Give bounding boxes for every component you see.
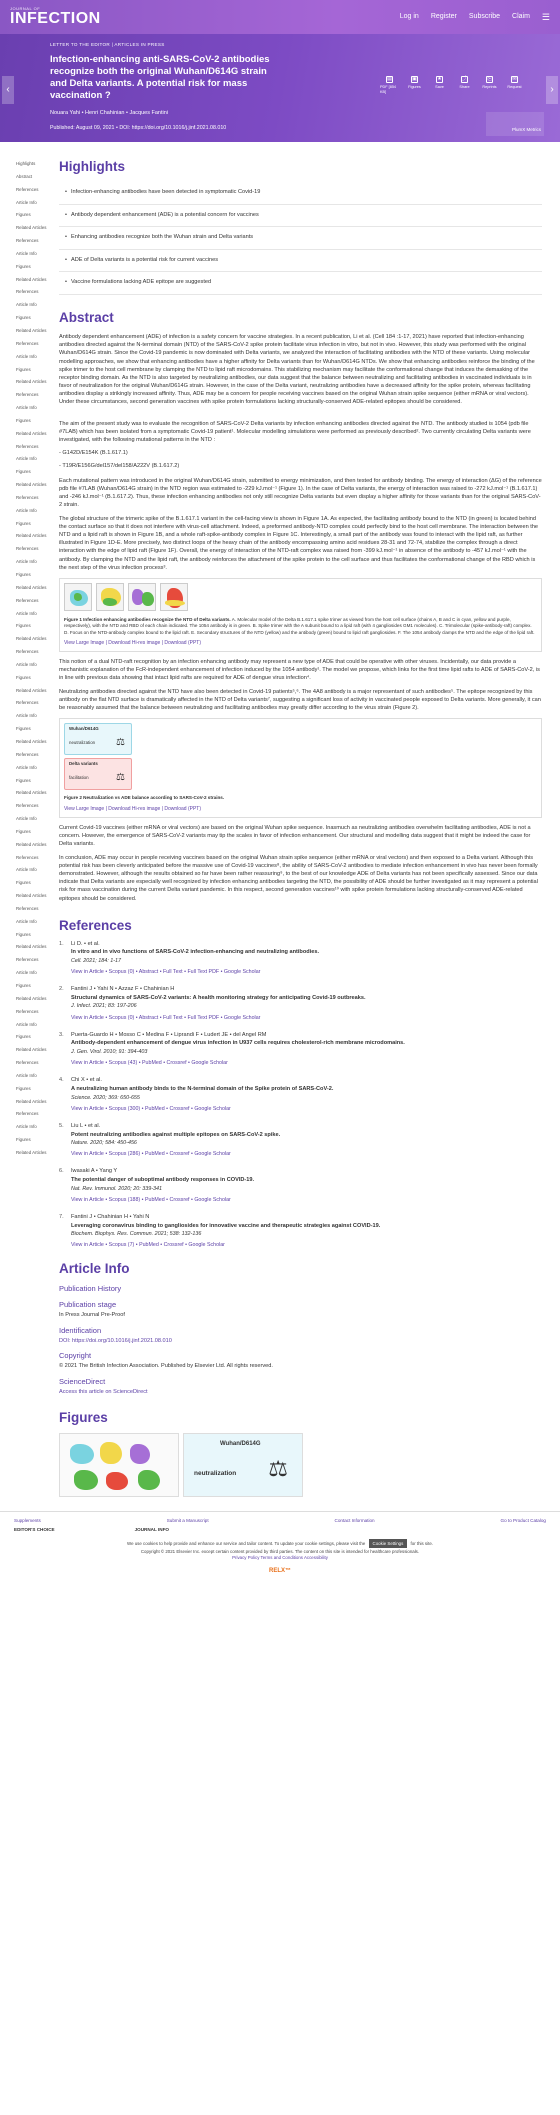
journal-logo[interactable] (10, 7, 101, 27)
article-tools (380, 76, 524, 95)
article-info-block (59, 1284, 542, 1397)
sidebar-link[interactable]: Figures (16, 263, 31, 269)
top-nav (400, 11, 550, 23)
reference-title: Leveraging coronavirus binding to gangliosides for innovative vaccine and therapeutic strategies against COVID-19. (71, 1222, 381, 1229)
sidebar-link[interactable]: Article Info (16, 610, 37, 616)
sidebar-link[interactable]: References (16, 443, 39, 449)
reference-links[interactable]: View in Article • Scopus (0) • Abstract • Full Text • Full Text PDF • Google Scholar (71, 1014, 261, 1021)
figure-1 (59, 578, 542, 652)
balance-scale-icon: ⚖ (116, 772, 125, 784)
sidebar-link[interactable]: Article Info (16, 867, 37, 873)
body-paragraph: Neutralizing antibodies directed against the NTD have also been detected in Covid-19 patients⁵,⁶. The 4A8 antibody is a major representant of such antibodies⁵. The epitope recognized by this antibody on the flat NTD surface is dramatically affected in the NTD of Delta variants⁷, suggesting a significant loss of activity in vaccinated people exposed to Delta variants. More generally, it can be reasonably assumed that the balance between neutralizing and facilitating antibodies may greatly differ according to the virus strain (Figure 2). (59, 689, 541, 712)
request-tool[interactable] (505, 76, 524, 95)
figure-thumbnail[interactable] (59, 1433, 179, 1497)
sidebar-link[interactable]: References (16, 905, 39, 911)
reference-citation: Biochem. Biophys. Res. Commun. 2021; 538: 132-136 (71, 1231, 202, 1238)
copyright-heading: Copyright (59, 1351, 92, 1361)
sidebar-link[interactable]: References (16, 494, 39, 500)
article-hero (0, 34, 560, 142)
sidebar-link[interactable]: References (16, 546, 39, 552)
sidebar-link[interactable]: Figures (16, 572, 31, 577)
sidebar-link[interactable]: Related Articles (16, 841, 47, 847)
reference-item (59, 1214, 542, 1250)
reference-authors: Iwasaki A • Yang Y (71, 1168, 118, 1175)
sidebar-link[interactable]: References (16, 854, 39, 860)
fig2-wuhan-panel (64, 723, 132, 755)
tool-label: Save (435, 85, 444, 89)
sidebar-link[interactable]: Highlights (16, 161, 36, 166)
sidebar-link[interactable]: Article Info (16, 507, 37, 513)
sidebar-link[interactable]: Article Info (16, 1124, 37, 1130)
figure-2-caption (64, 795, 537, 801)
sidebar-link[interactable]: References (16, 1111, 39, 1117)
pdf-icon: ▤ (387, 76, 392, 82)
reference-item (59, 941, 542, 977)
reference-authors: Li D. • et al. (71, 940, 100, 947)
cookie-tail: for this site. (410, 1541, 433, 1547)
sidebar-link[interactable]: Figures (16, 1085, 31, 1091)
body-paragraph: The global structure of the trimeric spike of the B.1.617.1 variant in the cell-facing view is shown in Figure 1A. As expected, the facilitating antibody bound to the NTD (in green) is located behind the contact surface so that it does not interfere with virus-cell attachment. Indeed, a preformed antibody-NTD complex could perfectly bind to the host cell membrane. The interaction between the NTD and a lipid raft is shown in Figure 1B, and a whole raft-spike-antibody complex in Figure 1C. Interestingly, a small part of the antibody was found to interact with the lipid raft, as further illustrated in Figure 1D-E. More precisely, two distinct loops of the heavy chain of the antibody encompassing amino acid residues 28-31 and 72-74, stabilize the complex through a direct interaction with the edge of lipid raft (Figure 1F). Overall, the energy of interaction of the NTD-raft complex was raised from -399 kJ.mol⁻¹ in absence of the antibody to -457 kJ.mol⁻¹ with the antibody. By clamping the NTD and the lipid raft, the antibody reinforces the attachment of the spike protein to the cell surface and thus facilitates the conformational change of the RBD which is the next step of the virus infection process³. (59, 516, 539, 571)
reference-number: 1. (59, 940, 64, 947)
publication-stage-heading: Publication stage (59, 1299, 117, 1309)
fig2-delta-label: Delta variants (69, 761, 98, 767)
hamburger-icon[interactable]: ☰ (541, 11, 550, 22)
reference-title: Structural dynamics of SARS-CoV-2 variants: A health monitoring strategy for anticipating Covid-19 outbreaks. (71, 994, 366, 1001)
sidebar-link[interactable]: Article Info (16, 970, 37, 976)
figure-thumb-label: neutralization (194, 1469, 237, 1477)
fig2-wuhan-label: Wuhan/D614G (69, 726, 99, 732)
sidebar-link[interactable]: Article Info (16, 1072, 37, 1078)
sidebar-link[interactable]: References (16, 186, 39, 192)
sidebar-link[interactable]: Figures (16, 674, 31, 680)
sidebar-link[interactable]: Related Articles (16, 738, 47, 744)
sidebar-link[interactable]: References (16, 238, 39, 244)
sidebar-link[interactable]: Related Articles (16, 430, 47, 436)
article-kicker: LETTER TO THE EDITOR | ARTICLES IN PRESS (50, 42, 165, 47)
bookmark-icon: ★ (437, 76, 442, 82)
sidebar-link[interactable]: Related Articles (16, 1047, 47, 1053)
sidebar-link[interactable]: Article Info (16, 353, 37, 359)
figures-icon: ▣ (412, 76, 417, 82)
plumx-label: PlumX Metrics (511, 126, 541, 132)
sidebar-link[interactable]: Related Articles (16, 584, 47, 590)
figure-1-caption (64, 617, 537, 636)
highlight-item: • Vaccine formulations lacking ADE epitope are suggested (59, 272, 542, 295)
reference-body (71, 1168, 542, 1204)
reprints-tool[interactable] (480, 76, 499, 95)
body-paragraph: Each mutational pattern was introduced in the original Wuhan/D614G strain, submitted to energy minimization, and then tested for antibody binding. The energy of interaction (ΔG) of the reference pdb file #7LAB (Wuhan/D614G strain) in the NTD region was estimated to -229 kJ.mol⁻¹ (Figure 1). In the case of Delta variants, the energy of interaction was raised to -272 kJ.mol⁻¹ (B.1.617.1) and -246 kJ.mol⁻¹ (B.1.617.2). Thus, these infection enhancing antibodies not only still recognize Delta variants but even display a higher affinity for those variants than for the original SARS-CoV-2 strain. (59, 477, 542, 508)
reference-links[interactable]: View in Article • Scopus (0) • Abstract • Full Text • Full Text PDF • Google Scholar (71, 969, 261, 976)
figure-thumb-title: Wuhan/D614G (220, 1440, 261, 1447)
figure-2 (59, 718, 542, 817)
reference-links[interactable]: View in Article • Scopus (43) • PubMed • Crossref • Google Scholar (71, 1060, 228, 1067)
figure-2-caption-title: Figure 2 Neutralization vs ADE balance according to SARS-CoV-2 strains. (64, 795, 225, 801)
sidebar-link[interactable]: Article Info (16, 302, 37, 308)
figures-gallery (59, 1433, 542, 1497)
section-sidebar (0, 142, 49, 1511)
sidebar-link[interactable]: Figures (16, 1137, 31, 1143)
share-tool[interactable] (455, 76, 474, 95)
sidebar-link[interactable]: Article Info (16, 713, 37, 719)
reference-body (71, 1123, 542, 1159)
reference-title: Antibody-dependent enhancement of dengue virus infection in U937 cells requires cholesterol-rich membrane microdomains. (71, 1040, 405, 1047)
reference-citation: Science. 2020; 369: 650-655 (71, 1094, 140, 1101)
mutation-list (59, 450, 542, 470)
share-icon: ⤴ (462, 76, 468, 82)
sidebar-link[interactable]: Figures (16, 417, 31, 423)
sidebar-link[interactable]: Related Articles (16, 995, 47, 1001)
reference-number: 2. (59, 986, 64, 993)
pdf-tool[interactable] (380, 76, 399, 95)
fig2-delta-panel (64, 758, 132, 790)
figure-1-panels[interactable] (64, 583, 537, 611)
reference-item (59, 1168, 542, 1204)
sidebar-link[interactable]: Article Info (16, 816, 37, 822)
legal-links[interactable]: Privacy Policy Terms and Conditions Accessibility (232, 1555, 328, 1561)
body-paragraph: This notion of a dual NTD-raft recognition by an infection enhancing antibody may represent a new type of ADE that could be operative with other viruses. Incidentally, our data provide a mechanistic explanation of the FcR-independent enhancement of infection induced by the 1054 antibody¹. The model we propose, which links for the first time lipid rafts to ADE of SARS-CoV-2, is in line with previous data showing that intact lipid rafts are required for ADE of dengue virus infection⁴. (59, 658, 540, 682)
figure-1-links[interactable]: View Large Image | Download Hi-res image | Download (PPT) (64, 640, 202, 647)
sidebar-link[interactable]: Related Articles (16, 790, 47, 796)
article-meta (50, 125, 510, 132)
sidebar-link[interactable]: Article Info (16, 661, 37, 667)
reference-body (71, 986, 542, 1022)
sidebar-link[interactable]: Figures (16, 212, 31, 218)
reference-links[interactable]: View in Article • Scopus (300) • PubMed • Crossref • Google Scholar (71, 1105, 231, 1112)
request-icon: ✉ (512, 76, 517, 82)
reference-number: 4. (59, 1077, 64, 1084)
sidebar-link[interactable]: Figures (16, 366, 31, 372)
sidebar-link[interactable]: References (16, 803, 39, 809)
reference-title: The potential danger of suboptimal antibody responses in COVID-19. (71, 1177, 255, 1184)
reference-citation: J. Infect. 2021; 83: 197-206 (71, 1003, 137, 1010)
journal-info-link[interactable]: JOURNAL INFO (134, 1526, 169, 1532)
reference-number: 6. (59, 1168, 64, 1175)
figure-2-image[interactable] (64, 723, 134, 791)
publication-stage-value: In Press Journal Pre-Proof (59, 1312, 125, 1319)
cookie-text: We use cookies to help provide and enhance our service and tailor content. To update your cookie settings, please visit the (127, 1541, 366, 1547)
footer-copyright: Copyright © 2021 Elsevier Inc. except certain content provided by third parties. The content on this site is intended for healthcare professionals. (140, 1549, 420, 1555)
sidebar-link[interactable]: Article Info (16, 559, 37, 565)
article-info-heading: Article Info (59, 1260, 130, 1276)
sidebar-link[interactable]: Article Info (16, 456, 37, 462)
sidebar-link[interactable]: References (16, 340, 39, 346)
sidebar-link[interactable]: Article Info (16, 1021, 37, 1027)
sidebar-link[interactable]: Article Info (16, 405, 37, 411)
sidebar-link[interactable]: References (16, 1060, 39, 1066)
reference-item (59, 986, 542, 1022)
sidebar-link[interactable]: Article Info (16, 918, 37, 924)
journal-logo-name: INFECTION (10, 10, 101, 27)
sidebar-link[interactable]: Related Articles (16, 687, 47, 693)
sciencedirect-heading: ScienceDirect (59, 1376, 106, 1386)
published-date: Published: August 09, 2021 • (50, 125, 118, 132)
sidebar-link[interactable]: Figures (16, 983, 31, 988)
highlight-item: • Antibody dependent enhancement (ADE) is a potential concern for vaccines (59, 205, 542, 228)
sidebar-link[interactable]: Related Articles (16, 225, 47, 231)
tool-label: Figures (408, 85, 421, 89)
sidebar-link[interactable]: Figures (16, 315, 31, 321)
editors-choice-link[interactable]: EDITOR'S CHOICE (14, 1526, 55, 1532)
footer-link[interactable]: Supplements (14, 1517, 41, 1523)
sciencedirect-link[interactable]: Access this article on ScienceDirect (59, 1389, 148, 1396)
sidebar-link[interactable]: References (16, 751, 39, 757)
reference-title: In vitro and in vivo functions of SARS-CoV-2 infection-enhancing and neutralizing antibodies. (71, 949, 320, 956)
reference-number: 3. (59, 1031, 64, 1038)
sidebar-link[interactable]: Related Articles (16, 379, 47, 385)
sidebar-link[interactable]: Related Articles (16, 893, 47, 899)
highlights-heading: Highlights (59, 159, 125, 174)
sidebar-link[interactable]: Figures (16, 623, 31, 629)
reprints-icon: ⎘ (487, 76, 492, 82)
sidebar-link[interactable]: References (16, 289, 39, 295)
figure-panel (128, 583, 156, 611)
reference-item (59, 1032, 542, 1068)
sidebar-link[interactable]: Article Info (16, 199, 37, 205)
sidebar-link[interactable]: References (16, 957, 39, 963)
references-heading: References (59, 917, 132, 933)
figure-1-caption-title: Figure 1 Infection enhancing antibodies recognize the NTD of Delta variants. (64, 616, 231, 622)
article-main (49, 142, 560, 1511)
highlight-item: • Infection-enhancing antibodies have been detected in symptomatic Covid-19 (59, 182, 542, 205)
reference-links[interactable]: View in Article • Scopus (7) • PubMed • Crossref • Google Scholar (71, 1242, 225, 1249)
cookie-settings-button[interactable]: Cookie Settings (369, 1539, 408, 1548)
sidebar-link[interactable]: Article Info (16, 764, 37, 770)
mutation-item: - G142D/E154K (B.1.617.1) (59, 450, 128, 457)
body-paragraph: Current Covid-19 vaccines (either mRNA or viral vectors) are based on the original Wuhan spike sequence. Inasmuch as neutralizing antibodies overwhelm facilitating antibodies, ADE is not a concern. However, the emergence of SARS-CoV-2 variants may tip the scales in favor of infection enhancement. Our structural and modelling data suggest that it might be indeed the case for Delta variants. (59, 824, 531, 847)
top-bar (0, 0, 560, 34)
reference-authors: Fantini J • Yahi N • Azzaz F • Chahinian H (71, 986, 175, 993)
site-footer (0, 1511, 560, 1576)
figures-heading: Figures (59, 1409, 108, 1425)
sidebar-link[interactable]: Related Articles (16, 636, 47, 642)
reference-links[interactable]: View in Article • Scopus (286) • PubMed • Crossref • Google Scholar (71, 1151, 231, 1158)
sidebar-link[interactable]: References (16, 1008, 39, 1014)
sidebar-link[interactable]: References (16, 649, 39, 655)
sidebar-link[interactable]: Figures (16, 520, 31, 526)
article-doi-link[interactable]: DOI: https://doi.org/10.1016/j.jinf.2021.08.010 (119, 125, 227, 132)
figure-1-caption-text: A. Molecular model of the Delta B.1.617.1 spike trimer as viewed from the host cell surface (chains A, B and C in cyan, yellow and purple, respectively), with the NTD and RBD of each chain indicated. The 1054 antibody is in green. B. Spike trimer with the A subunit bound to a lipid raft (with 4 gangliosides GM1 molecules). C. Trimolecular (spike-antibody-raft) complex. D. Focus on the NTD-antibody complex bound to the lipid raft. E. Secondary structures of the NTD (yellow) and the antibody (green) bound to lipid raft gangliosides. F. The 1054 antibody clamps the NTD and the edge of the lipid raft. (64, 616, 535, 635)
reference-authors: Fantini J • Chahinian H • Yahi N (71, 1214, 150, 1221)
reference-number: 7. (59, 1214, 64, 1221)
sidebar-link[interactable]: Related Articles (16, 1098, 47, 1104)
subscribe-link[interactable]: Subscribe (468, 13, 501, 21)
sidebar-link[interactable]: Related Articles (16, 533, 47, 539)
figure-panel (96, 583, 124, 611)
sidebar-link[interactable]: Article Info (16, 250, 37, 256)
reference-body (71, 1077, 542, 1113)
balance-scale-icon: ⚖ (116, 737, 125, 749)
body-paragraph: The aim of the present study was to evaluate the recognition of SARS-CoV-2 Delta variants by infection enhancing antibodies directed against the NTD. The antibody studied is 1054 (pdb file #7LAB) which has been isolated from a symptomatic Covid-19 patient¹. Molecular modelling simulations were performed as previously described². Two currently circulating Delta variants were investigated, with the following mutational patterns in the NTD : (59, 421, 531, 444)
sidebar-link[interactable]: Related Articles (16, 276, 47, 282)
highlights-list (59, 182, 542, 295)
identification-heading: Identification (59, 1325, 102, 1335)
save-tool[interactable] (430, 76, 449, 95)
claim-link[interactable]: Claim (512, 13, 530, 21)
plumx-widget[interactable] (486, 112, 544, 136)
reference-body (71, 1032, 542, 1068)
sidebar-link[interactable]: Figures (16, 880, 31, 886)
identification-doi[interactable]: DOI: https://doi.org/10.1016/j.jinf.2021.08.010 (59, 1337, 172, 1344)
reference-links[interactable]: View in Article • Scopus (188) • PubMed • Crossref • Google Scholar (71, 1196, 231, 1203)
reference-authors: Liu L • et al. (71, 1122, 101, 1129)
mutation-item: - T19R/E156G/del157/del158/A222V (B.1.617.2) (59, 463, 180, 470)
reference-authors: Chi X • et al. (71, 1077, 102, 1084)
reference-number: 5. (59, 1122, 64, 1129)
sidebar-link[interactable]: Abstract (16, 173, 33, 179)
tool-label: Share (459, 85, 470, 89)
balance-scale-icon: ⚖ (268, 1455, 288, 1481)
reference-citation: Cell. 2021; 184: 1-17 (71, 957, 122, 964)
reference-body (71, 941, 542, 977)
reference-title: Potent neutralizing antibodies against multiple epitopes on SARS-CoV-2 spike. (71, 1131, 281, 1138)
register-link[interactable]: Register (430, 13, 457, 21)
sidebar-link[interactable]: Figures (16, 828, 31, 834)
sidebar-link[interactable]: References (16, 700, 39, 706)
next-article-button[interactable] (546, 76, 558, 104)
publication-history-link[interactable]: Publication History (59, 1283, 122, 1293)
login-link[interactable]: Log in (399, 13, 419, 21)
footer-link[interactable]: Submit a Manuscript (166, 1517, 209, 1523)
reference-item (59, 1077, 542, 1113)
footer-link[interactable]: Go to Product Catalog (500, 1517, 546, 1523)
relx-logo[interactable]: RELX™ (268, 1568, 291, 1575)
reference-citation: Nat. Rev. Immunol. 2020; 20: 339-341 (71, 1185, 162, 1192)
body-paragraph: In conclusion, ADE may occur in people receiving vaccines based on the original Wuhan strain spike sequence (either mRNA or viral vectors) and then exposed to a Delta variant. Although this potential risk has been cleverly anticipated before the massive use of Covid-19 vaccines⁸, the ability of SARS-CoV-2 antibodies to mediate infection enhancement in vivo has never been formally demonstrated. However, although the results obtained so far have been rather reassuring⁹, to the best of our knowledge ADE of Delta variants has not been specifically assessed. Since our data indicate that Delta variants are especially well recognized by infection enhancing antibodies targeting the NTD, the possibility of ADE should be further investigated as it may represent a potential risk for mass vaccination during the current Delta variant pandemic. In this respect, second generation vaccines¹⁰ with spike protein formulations lacking structurally-conserved ADE-related epitopes should be considered. (59, 854, 538, 902)
sidebar-link[interactable]: Figures (16, 1034, 31, 1040)
abstract-heading: Abstract (59, 309, 114, 325)
highlight-item: • Enhancing antibodies recognize both the Wuhan strain and Delta variants (59, 227, 542, 250)
highlight-item: • ADE of Delta variants is a potential risk for current vaccines (59, 250, 542, 273)
cookie-notice (14, 1539, 546, 1555)
reference-title: A neutralizing human antibody binds to the N-terminal domain of the Spike protein of SARS-CoV-2. (71, 1085, 334, 1092)
reference-citation: J. Gen. Virol. 2010; 91: 394-403 (71, 1048, 148, 1055)
footer-link[interactable]: Contact Information (334, 1517, 375, 1523)
sidebar-link[interactable]: Figures (16, 931, 31, 937)
sidebar-link[interactable]: Figures (16, 726, 31, 732)
article-title: Infection-enhancing anti-SARS-CoV-2 antibodies recognize both the original Wuhan/D614G strain and Delta variants. A potential risk for mass vaccination ? (50, 54, 270, 101)
figure-2-links[interactable]: View Large Image | Download Hi-res image | Download (PPT) (64, 805, 202, 812)
sidebar-link[interactable]: Figures (16, 469, 31, 475)
sidebar-link[interactable]: Related Articles (16, 944, 47, 950)
figures-tool[interactable] (405, 76, 424, 95)
article-authors[interactable]: Nouara Yahi • Henri Chahinian • Jacques Fantini (50, 109, 168, 116)
reference-item (59, 1123, 542, 1159)
chevron-right-icon: › (550, 84, 554, 96)
reference-citation: Nature. 2020; 584: 450-456 (71, 1140, 137, 1147)
reference-body (71, 1214, 542, 1250)
figure-thumbnail[interactable] (183, 1433, 303, 1497)
sidebar-link[interactable]: Related Articles (16, 1149, 47, 1155)
sidebar-link[interactable]: References (16, 392, 39, 398)
figure-panel (64, 583, 92, 611)
copyright-value: © 2021 The British Infection Association. Published by Elsevier Ltd. All rights reserved. (59, 1363, 273, 1370)
fig2-facil-label: facilitation (69, 775, 89, 781)
sidebar-link[interactable]: References (16, 597, 39, 603)
reference-authors: Puerta-Guardo H • Mosso C • Medina F • Liprandi F • Ludert JE • del Angel RM (71, 1031, 267, 1038)
previous-article-button[interactable] (2, 76, 14, 104)
sidebar-link[interactable]: Related Articles (16, 327, 47, 333)
sidebar-link[interactable]: Related Articles (16, 482, 47, 488)
journal-logo-small: JOURNAL OF (10, 6, 41, 11)
fig2-neutral-label: neutralization (69, 740, 96, 746)
references-list (59, 941, 542, 1250)
tool-label: Reprints (482, 85, 497, 89)
abstract-text: Antibody dependent enhancement (ADE) of infection is a safety concern for vaccine strategies. In a recent publication, Li et al. (Cell 184 :1-17, 2021) have reported that infection-enhancing antibodies directed against the N-terminal domain (NTD) of the SARS-CoV-2 spike protein facilitate virus infection in vitro, but not in vivo. However, this study was performed with the original Wuhan/D614G strain. Since the Covid-19 pandemic is now dominated with Delta variants, we analyzed the interaction of facilitating antibodies with the NTD of these variants. Using molecular modelling approaches, we show that enhancing antibodies have a higher affinity for Delta variants than for Wuhan/D614G NTDs. We show that enhancing antibodies reinforce the binding of the spike trimer to the host cell membrane by clamping the NTD to lipid raft microdomains. This stabilizing mechanism may facilitate the conformational change that induces the demasking of the receptor binding domain. As the NTD is also targeted by neutralizing antibodies, our data suggest that the balance between neutralizing and facilitating antibodies in vaccinated individuals is in favor of neutralization for the original Wuhan/D614G strain. However, in the case of the Delta variant, neutralizing antibodies have a decreased affinity for the spike protein, whereas facilitating antibodies display a strikingly increased affinity. Thus, ADE may be a concern for people receiving vaccines based on the original Wuhan strain spike sequence (either mRNA or viral vectors). Under these circumstances, second generation vaccines with spike protein formulations lacking structurally-conserved ADE-related epitopes should be considered. (59, 334, 535, 406)
tool-label: Request (507, 85, 522, 89)
figure-panel (160, 583, 188, 611)
chevron-left-icon: ‹ (6, 84, 10, 96)
tool-label: PDF [854 KB] (380, 85, 397, 95)
sidebar-link[interactable]: Figures (16, 777, 31, 783)
